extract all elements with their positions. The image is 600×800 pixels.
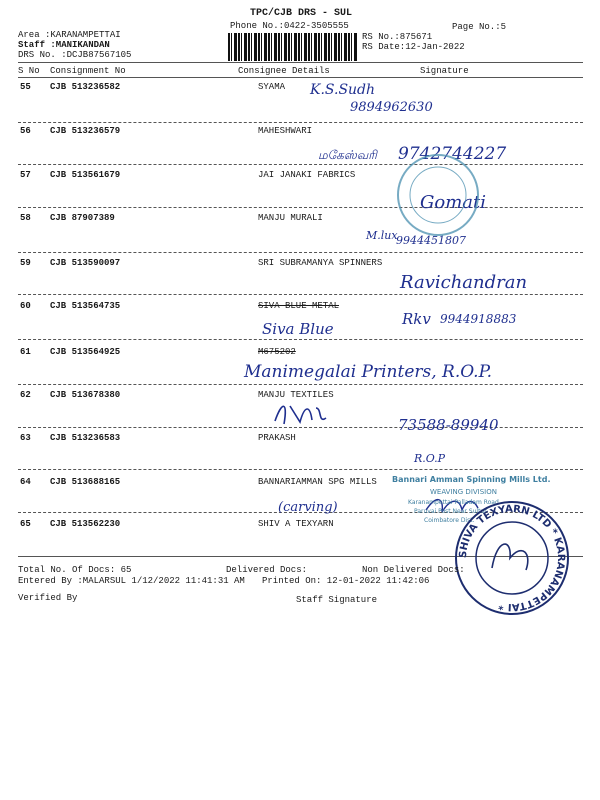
sno: 56: [20, 126, 31, 136]
stamp-address: Karanampettai Palladam Road: [408, 499, 499, 506]
round-stamp: [393, 150, 483, 240]
handwritten-signature: Ravichandran: [400, 272, 528, 293]
consignment-no: CJB 513236583: [50, 433, 121, 443]
sno: 58: [20, 213, 31, 223]
entered-by: Entered By :MALARSUL 1/12/2022 11:41:31 AM: [18, 576, 245, 586]
handwritten-phone: 73588-89940: [398, 416, 499, 434]
consignment-no: CJB 513236582: [50, 82, 121, 92]
stamp-division: WEAVING DIVISION: [430, 488, 497, 496]
consignee: SRI SUBRAMANYA SPINNERS: [258, 258, 383, 268]
consignment-no: CJB 513590097: [50, 258, 121, 268]
handwritten-signature: M.lux: [366, 229, 398, 242]
row-divider: [18, 339, 583, 340]
delivered-docs: Delivered Docs:: [226, 565, 308, 575]
handwritten-signature: K.S.Sudh: [310, 82, 376, 98]
consignee: SYAMA: [258, 82, 286, 92]
consignee: BANNARIAMMAN SPG MILLS: [258, 477, 377, 487]
handwritten-signature: Gomati: [420, 192, 487, 213]
consignment-no: CJB 513688165: [50, 477, 121, 487]
stamp-address: Paruvai Post Near Sultur: [414, 508, 487, 515]
printed-on: Printed On: 12-01-2022 11:42:06: [262, 576, 430, 586]
row-divider: [18, 294, 583, 295]
row-divider: [18, 469, 583, 470]
page-number: Page No.:5: [452, 22, 507, 32]
consignee: MANJU MURALI: [258, 213, 323, 223]
handwritten-name: Siva Blue: [262, 320, 334, 338]
consignment-no: CJB 513564925: [50, 347, 121, 357]
col-consignment: Consignment No: [50, 66, 126, 76]
sno: 65: [20, 519, 31, 529]
sno: 60: [20, 301, 31, 311]
sno: 63: [20, 433, 31, 443]
staff-signature: Staff Signature: [296, 595, 378, 605]
sno: 62: [20, 390, 31, 400]
consignee: M675202: [258, 347, 296, 357]
row-divider: [18, 207, 583, 208]
header-top-rule: [18, 62, 583, 63]
handwritten-text: R.O.P: [414, 452, 446, 465]
barcode: [228, 33, 358, 61]
consignee: SHIV A TEXYARN: [258, 519, 334, 529]
consignee: SIVA BLUE METAL: [258, 301, 340, 311]
sno: 61: [20, 347, 31, 357]
handwritten-text: Manimegalai Printers, R.O.P.: [244, 362, 492, 382]
handwritten-phone: 9742744227: [398, 144, 507, 164]
stamp-title: Bannari Amman Spinning Mills Ltd.: [392, 475, 551, 484]
svg-text:SHIVA TEXYARN LTD * KARANAMPET: [458, 504, 566, 612]
handwritten-text: (carving): [278, 500, 338, 515]
row-divider: [18, 384, 583, 385]
col-signature: Signature: [420, 66, 469, 76]
non-delivered-docs: Non Delivered Docs:: [362, 565, 465, 575]
consignment-no: CJB 513562230: [50, 519, 121, 529]
handwritten-signature: [270, 396, 330, 430]
consignee: JAI JANAKI FABRICS: [258, 170, 356, 180]
rs-date: RS Date:12-Jan-2022: [362, 42, 465, 52]
col-consignee: Consignee Details: [238, 66, 330, 76]
handwritten-phone: 9894962630: [350, 100, 433, 115]
document-title: TPC/CJB DRS - SUL: [250, 8, 353, 19]
row-divider: [18, 122, 583, 123]
consignee: PRAKASH: [258, 433, 296, 443]
handwritten-phone: 9944918883: [440, 312, 517, 326]
col-sno: S No: [18, 66, 40, 76]
handwritten-phone: 9944451807: [396, 234, 466, 247]
area-label: Area :KARANAMPETTAI: [18, 30, 121, 40]
header-bottom-rule: [18, 77, 583, 78]
consignment-no: CJB 87907389: [50, 213, 115, 223]
sno: 55: [20, 82, 31, 92]
consignment-no: CJB 513564735: [50, 301, 121, 311]
row-divider: [18, 252, 583, 253]
sno: 57: [20, 170, 31, 180]
row-divider: [18, 164, 583, 165]
shiva-texyarn-stamp: [452, 498, 572, 618]
consignment-no: CJB 513236579: [50, 126, 121, 136]
consignee: MANJU TEXTILES: [258, 390, 334, 400]
total-docs: Total No. Of Docs: 65: [18, 565, 132, 575]
sno: 64: [20, 477, 31, 487]
sno: 59: [20, 258, 31, 268]
rs-number: RS No.:875671: [362, 32, 433, 42]
verified-by: Verified By: [18, 593, 78, 603]
handwritten-signature: Rkv: [402, 310, 431, 328]
staff-label: Staff :MANIKANDAN: [18, 40, 110, 50]
stamp-ring-text: SHIVA TEXYARN LTD * KARANAMPETTAI *: [457, 503, 567, 613]
consignment-no: CJB 513678380: [50, 390, 121, 400]
drs-number: DRS No. :DCJB87567105: [18, 50, 132, 60]
consignment-no: CJB 513561679: [50, 170, 121, 180]
phone-number: Phone No.:0422-3505555: [230, 21, 349, 31]
stamp-city: Coimbatore Dist.: [424, 517, 475, 524]
handwritten-name: மகேஸ்வரி: [318, 148, 377, 162]
consignee: MAHESHWARI: [258, 126, 313, 136]
